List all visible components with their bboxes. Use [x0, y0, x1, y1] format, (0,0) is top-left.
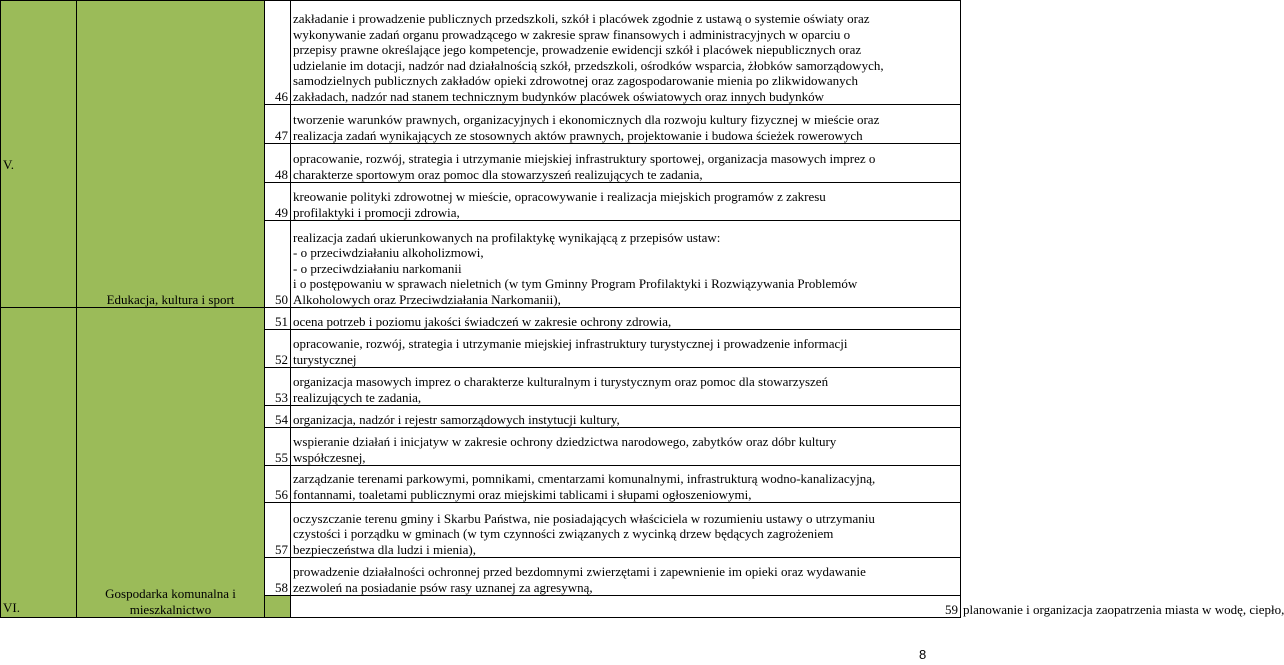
text-line: samodzielnych publicznych zakładów opieki zdrowotnej oraz zagospodarowanie mienia po zlikwidowanych — [293, 73, 858, 88]
row-text — [291, 558, 961, 596]
text-line: realizacja zadań ukierunkowanych na profilaktykę wynikającą z przepisów ustaw: — [293, 229, 721, 245]
table-row — [1, 1, 961, 105]
section-name-line: Gospodarka komunalna i — [105, 586, 236, 601]
table-row: 59 planowanie i organizacja zaopatrzenia miasta w wodę, ciepło, — [1, 596, 961, 618]
text-line: turystycznej — [293, 351, 357, 367]
text-line: organizacja masowych imprez o charakterze kulturalnym i turystycznym oraz pomoc dla stowarzyszeń — [293, 374, 829, 389]
section-name-line: mieszkalnictwo — [129, 601, 212, 617]
text-line: udzielanie im dotacji, nadzór nad działalnością szkół, przedszkoli, ośrodków wsparcia, żłobków samorządowych, — [293, 57, 884, 73]
text-line: zarządzanie terenami parkowymi, pomnikami, cmentarzami komunalnymi, infrastrukturą wodno-kanalizacyjną, — [293, 471, 876, 486]
text-line: fontannami, toaletami publicznymi oraz miejskimi tablicami i słupami ogłoszeniowymi, — [293, 486, 752, 502]
row-text — [291, 428, 961, 466]
text-line: - o przeciwdziałaniu narkomanii — [293, 260, 462, 276]
row-text — [291, 503, 961, 558]
section-name-empty — [265, 596, 291, 618]
row-text — [291, 308, 961, 330]
text-line: - o przeciwdziałaniu alkoholizmowi, — [293, 245, 484, 260]
row-text — [291, 221, 961, 308]
text-line: zezwoleń na posiadanie psów rasy uznanej za agresywną, — [293, 579, 593, 595]
text-line: profilaktyki i promocji zdrowia, — [293, 204, 460, 220]
text-line: prowadzenie działalności ochronnej przed bezdomnymi zwierzętami i zapewnienie im opieki oraz wydawanie — [293, 564, 866, 579]
text-line: realizacja zadań wynikających ze stosownych aktów prawnych, projektowanie i budowa ścieżek rowerowych — [293, 127, 863, 143]
text-line: tworzenie warunków prawnych, organizacyjnych i ekonomicznych dla rozwoju kultury fizycznej w mieście oraz — [293, 112, 880, 127]
row-number: 53 — [265, 368, 291, 406]
row-number: 58 — [265, 558, 291, 596]
text-line: opracowanie, rozwój, strategia i utrzymanie miejskiej infrastruktury sportowej, organizacja masowych imprez o — [293, 151, 876, 166]
row-number: 59 — [291, 596, 961, 618]
text-line: charakterze sportowym oraz pomoc dla stowarzyszeń realizujących te zadania, — [293, 166, 703, 182]
row-number: 56 — [265, 466, 291, 503]
text-line: kreowanie polityki zdrowotnej w mieście, opracowywanie i realizacja miejskich programów z zakresu — [293, 189, 826, 204]
text-line: zakładanie i prowadzenie publicznych przedszkoli, szkół i placówek zgodnie z ustawą o systemie oświaty oraz — [293, 11, 870, 26]
row-number: 55 — [265, 428, 291, 466]
row-number: 49 — [265, 183, 291, 221]
row-text — [291, 466, 961, 503]
table-row — [1, 308, 961, 330]
section-name-education: Edukacja, kultura i sport — [77, 1, 265, 308]
row-text — [291, 144, 961, 183]
row-number: 54 — [265, 406, 291, 428]
row-number: 51 — [265, 308, 291, 330]
text-line: realizujących te zadania, — [293, 389, 422, 405]
row-text — [291, 330, 961, 368]
text-line: i o postępowaniu w sprawach nieletnich (w tym Gminny Program Profilaktyki i Rozwiązywania Problemów — [293, 276, 858, 291]
text-line: oczyszczanie terenu gminy i Skarbu Państwa, nie posiadających właściciela w rozumieniu ustawy o utrzymaniu — [293, 510, 875, 526]
row-text — [291, 406, 961, 428]
row-number: 50 — [265, 221, 291, 308]
text-line: bezpieczeństwa dla ludzi i mienia), — [293, 541, 477, 557]
row-number: 57 — [265, 503, 291, 558]
page-number: 8 — [919, 647, 927, 662]
row-text — [291, 183, 961, 221]
section-numeral-v: V. — [1, 1, 77, 308]
text-line: ocena potrzeb i poziomu jakości świadczeń w zakresie ochrony zdrowia, — [293, 313, 672, 329]
text-line: zakładach, nadzór nad stanem technicznym budynków placówek oświatowych oraz innych budynków — [293, 88, 825, 104]
text-line: współczesnej, — [293, 449, 366, 465]
text-line: organizacja, nadzór i rejestr samorządowych instytucji kultury, — [293, 411, 620, 427]
section-name-communal — [77, 308, 265, 618]
row-number: 47 — [265, 105, 291, 144]
text-line: wspieranie działań i inicjatyw w zakresie ochrony dziedzictwa narodowego, zabytków oraz dóbr kultury — [293, 434, 837, 449]
row-text — [291, 368, 961, 406]
row-number: 52 — [265, 330, 291, 368]
text-line: przepisy prawne określające jego kompetencje, prowadzenie ewidencji szkół i placówek niepublicznych oraz — [293, 42, 862, 57]
section-numeral-vi: VI. — [1, 308, 77, 618]
row-number: 48 — [265, 144, 291, 183]
text-line: wykonywanie zadań organu prowadzącego w zakresie spraw finansowych i administracyjnych w oparciu o — [293, 26, 851, 42]
row-number: 46 — [265, 1, 291, 105]
text-line: czystości i porządku w gminach (w tym czynności związanych z wycinką drzew będących zagrożeniem — [293, 526, 834, 541]
text-line: opracowanie, rozwój, strategia i utrzymanie miejskiej infrastruktury turystycznej i prowadzenie informacji — [293, 336, 848, 351]
text-line: Alkoholowych oraz Przeciwdziałania Narkomanii), — [293, 291, 561, 307]
row-text — [291, 1, 961, 105]
row-text — [291, 105, 961, 144]
